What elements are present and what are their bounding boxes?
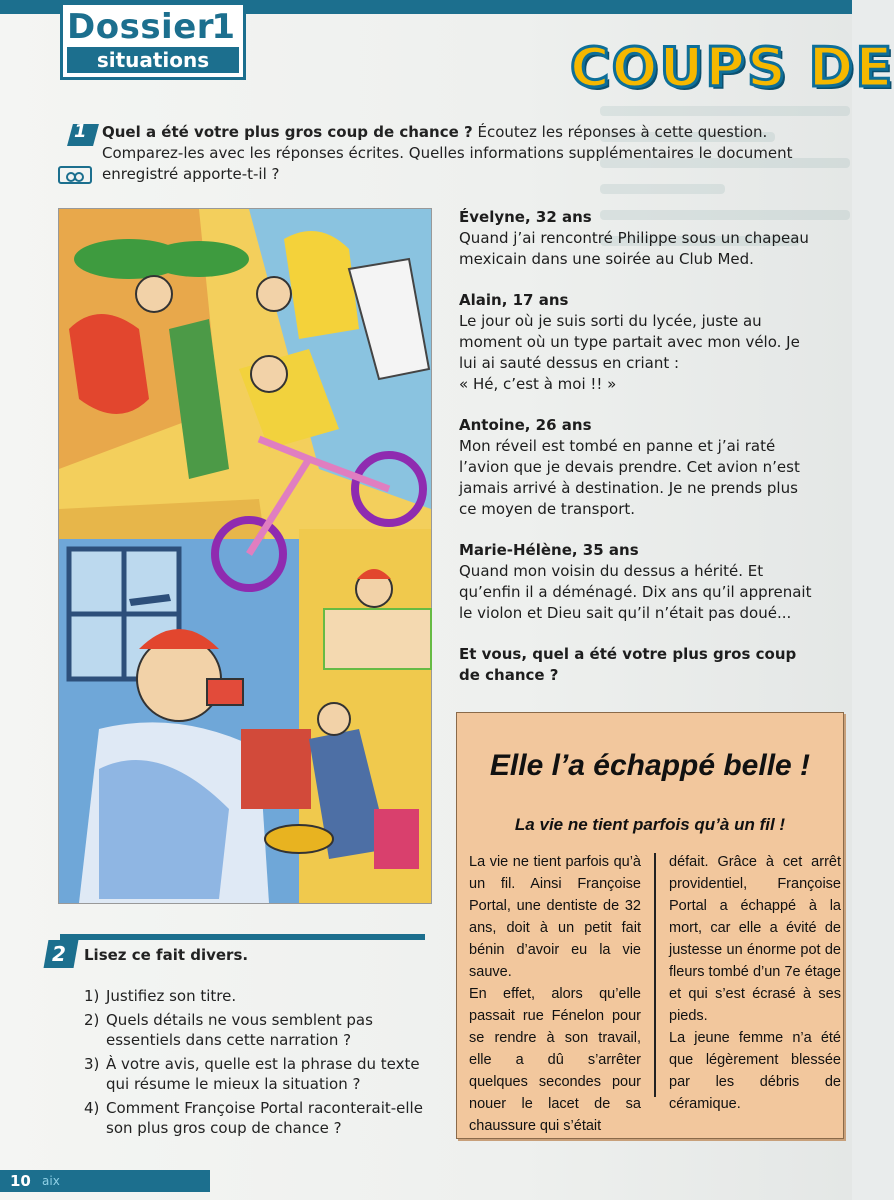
dossier-header <box>60 2 246 80</box>
exercise1-number: 1 <box>74 121 87 142</box>
testimonial-name: Antoine, 26 ans <box>459 416 592 434</box>
dossier-number: 1 <box>211 7 235 47</box>
exercise2-number: 2 <box>52 942 66 966</box>
testimonial-name: Marie-Hélène, 35 ans <box>459 541 639 559</box>
footer-bar <box>0 1170 210 1192</box>
illustration-drawing <box>59 209 431 903</box>
banner-title: COUPS DE <box>570 36 894 99</box>
cassette-icon <box>58 166 92 184</box>
testimonial-marie-helene <box>459 540 819 624</box>
footer-code: aix <box>42 1174 60 1188</box>
exercise2-rule <box>60 934 425 940</box>
testimonial-text: Quand mon voisin du dessus a hérité. Et qu’enfin il a déménagé. Dix ans qu’il apprenait le violon et Dieu sait qu’il n’était pas doué... <box>459 562 812 622</box>
exercise1-question: Quel a été votre plus gros coup de chance ? <box>102 123 473 141</box>
article-paragraph: La vie ne tient parfois qu’à un fil. Ainsi Françoise Portal, une dentiste de 32 ans, doit à un petit fait bénin d’avoir eu la vie sauve. <box>469 854 641 980</box>
closing-question: Et vous, quel a été votre plus gros coup de chance ? <box>459 645 797 684</box>
testimonial-text: Le jour où je suis sorti du lycée, juste au moment où un type partait avec mon vélo. Je lui ai sauté dessus en criant : <box>459 312 800 372</box>
page-number: 10 <box>10 1172 31 1190</box>
article-paragraph: La jeune femme n’a été que légèrement blessée par les débris de céramique. <box>669 1030 841 1112</box>
news-article <box>456 712 844 1139</box>
list-item: 3) À votre avis, quelle est la phrase du texte qui résume le mieux la situation ? <box>84 1055 420 1093</box>
testimonial-evelyne <box>459 207 819 270</box>
illustration <box>58 208 432 904</box>
exercise2-questions <box>84 986 429 1142</box>
article-paragraph: défait. Grâce à cet arrêt providentiel, Françoise Portal a échappé à la mort, car elle a évité de justesse un énorme pot de fleurs tombé d’un 7e étage et qui s’est écrasé à ses pieds. <box>669 854 841 1024</box>
testimonial-antoine <box>459 415 819 520</box>
exercise2-title: Lisez ce fait divers. <box>84 946 249 964</box>
testimonial-name: Alain, 17 ans <box>459 291 569 309</box>
testimonial-alain <box>459 290 819 395</box>
article-title: Elle l’a échappé belle ! <box>489 749 811 782</box>
testimonial-text: Quand j’ai rencontré Philippe sous un chapeau mexicain dans une soirée au Club Med. <box>459 229 809 268</box>
testimonial-name: Évelyne, 32 ans <box>459 208 592 226</box>
article-paragraph: En effet, alors qu’elle passait rue Fénelon pour se rendre à son travail, elle a dû s’arrêter quelques secondes pour nouer le lacet de sa chaussure qui s’était <box>469 986 641 1134</box>
dossier-sub: situations <box>67 47 239 73</box>
exercise1-instructions: Écoutez les réponses à cette question. Comparez-les avec les réponses écrites. Quelles informations supplémentaires le document enregistré apporte-t-il ? <box>102 123 793 183</box>
list-item: 4) Comment Françoise Portal raconterait-elle son plus gros coup de chance ? <box>84 1099 423 1137</box>
testimonial-text: Mon réveil est tombé en panne et j’ai raté l’avion que je devais prendre. Cet avion n’est jamais arrivé à destination. Je ne prends plus ce moyen de transport. <box>459 437 800 518</box>
article-column-1 <box>469 851 641 1137</box>
list-item: 1) Justifiez son titre. <box>84 987 237 1005</box>
testimonial-quote: « Hé, c’est à moi !! » <box>459 375 617 393</box>
testimonials <box>459 207 819 686</box>
dossier-label: Dossier <box>67 7 215 47</box>
article-column-2 <box>669 851 841 1115</box>
exercise1-text <box>102 122 802 185</box>
list-item: 2) Quels détails ne vous semblent pas essentiels dans cette narration ? <box>84 1011 373 1049</box>
column-divider <box>654 853 656 1097</box>
article-subtitle: La vie ne tient parfois qu’à un fil ! <box>514 815 786 834</box>
